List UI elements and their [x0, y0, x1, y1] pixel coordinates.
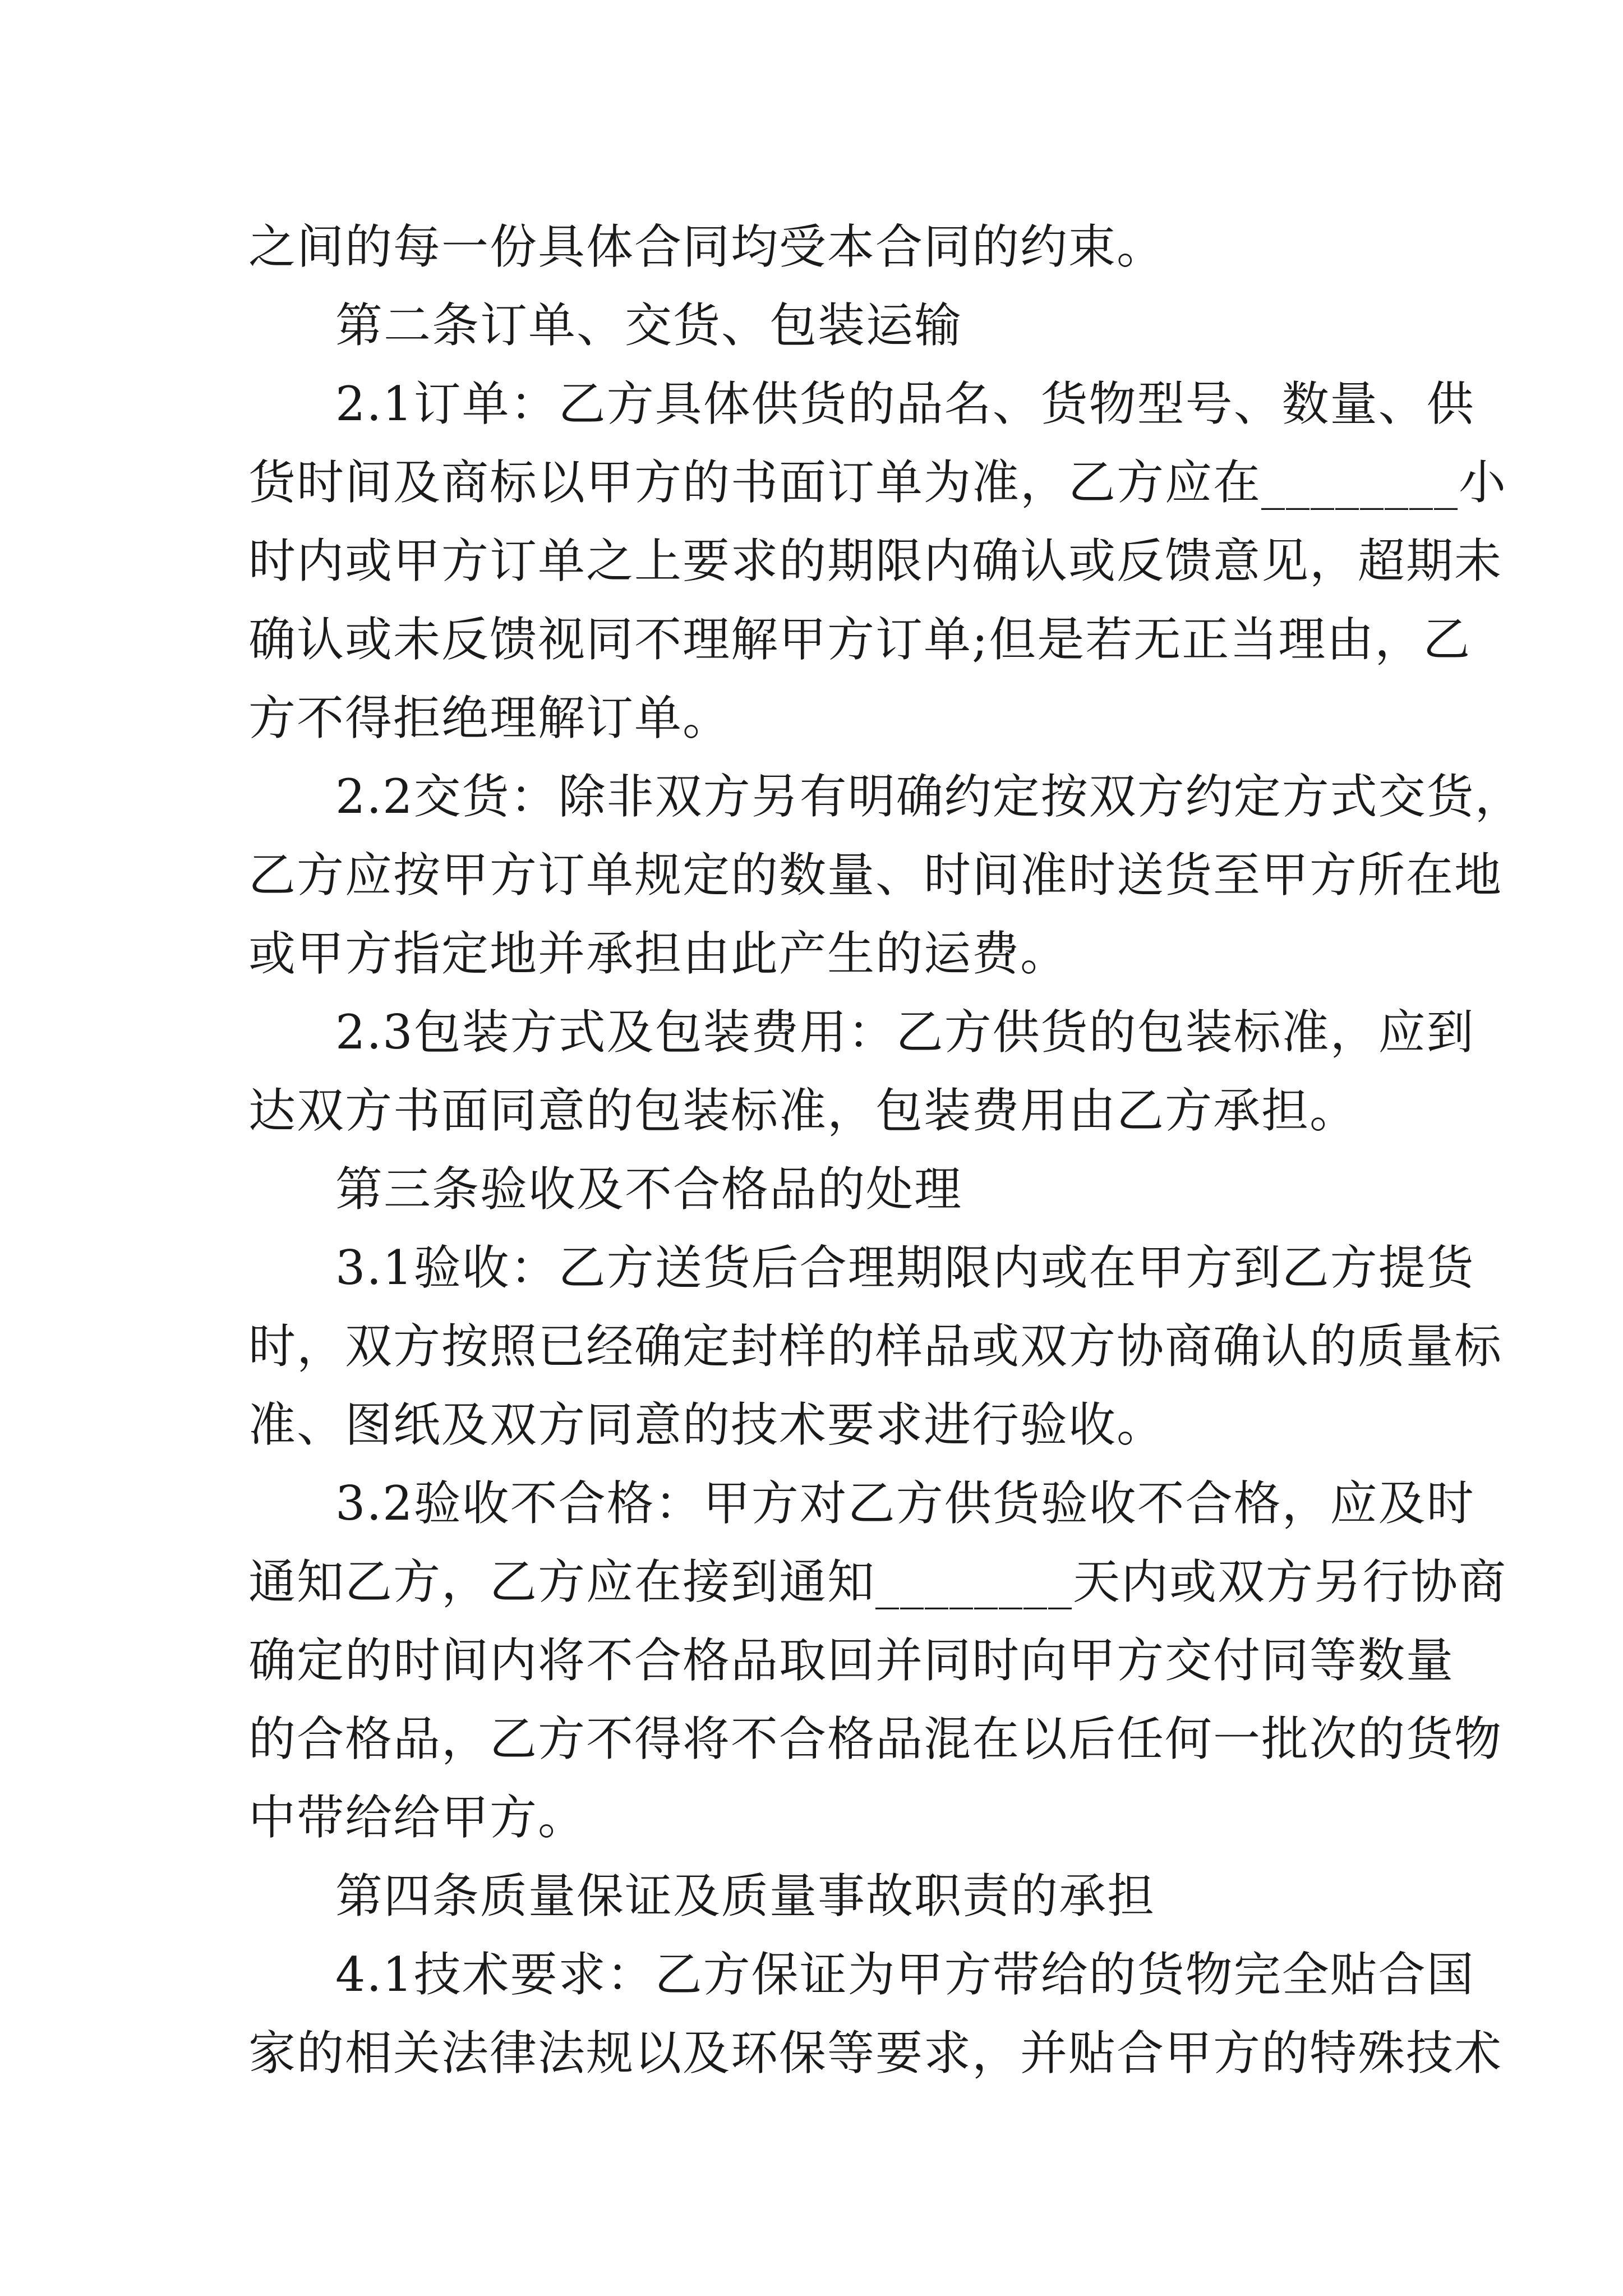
text-line: 第四条质量保证及质量事故职责的承担	[335, 1869, 1156, 1924]
text-line: 时内或甲方订单之上要求的期限内确认或反馈意见，超期未	[248, 533, 1503, 588]
document-body	[248, 208, 1523, 2092]
text-line: 的合格品，乙方不得将不合格品混在以后任何一批次的货物	[248, 1711, 1503, 1766]
text-line: 3.1验收：乙方送货后合理期限内或在甲方到乙方提货	[335, 1240, 1475, 1295]
text-line: 准、图纸及双方同意的技术要求进行验收。	[248, 1397, 1165, 1452]
text-line: 之间的每一份具体合同均受本合同的约束。	[248, 219, 1165, 274]
text-line: 通知乙方，乙方应在接到通知________天内或双方另行协商	[248, 1554, 1507, 1609]
text-line: 确认或未反馈视同不理解甲方订单;但是若无正当理由，乙	[248, 612, 1472, 667]
text-line: 方不得拒绝理解订单。	[248, 691, 731, 746]
text-line: 达双方书面同意的包装标准，包装费用由乙方承担。	[248, 1083, 1358, 1138]
text-line: 第三条验收及不合格品的处理	[335, 1162, 963, 1217]
text-line: 4.1技术要求：乙方保证为甲方带给的货物完全贴合国	[335, 1947, 1475, 2002]
text-line: 确定的时间内将不合格品取回并同时向甲方交付同等数量	[248, 1633, 1455, 1688]
text-line: 家的相关法律法规以及环保等要求，并贴合甲方的特殊技术	[248, 2026, 1503, 2081]
text-line: 第二条订单、交货、包装运输	[335, 298, 963, 353]
text-line: 或甲方指定地并承担由此产生的运费。	[248, 926, 1069, 981]
text-line: 乙方应按甲方订单规定的数量、时间准时送货至甲方所在地	[248, 848, 1503, 903]
text-line: 2.2交货：除非双方另有明确约定按双方约定方式交货，	[335, 769, 1523, 824]
text-line: 2.1订单：乙方具体供货的品名、货物型号、数量、供	[335, 376, 1475, 431]
text-line: 中带给给甲方。	[248, 1790, 587, 1845]
text-line: 2.3包装方式及包装费用：乙方供货的包装标准，应到	[335, 1005, 1475, 1060]
text-line: 3.2验收不合格：甲方对乙方供货验收不合格，应及时	[335, 1476, 1475, 1531]
text-line: 时，双方按照已经确定封样的样品或双方协商确认的质量标	[248, 1319, 1503, 1374]
text-line: 货时间及商标以甲方的书面订单为准，乙方应在________小	[248, 455, 1507, 510]
